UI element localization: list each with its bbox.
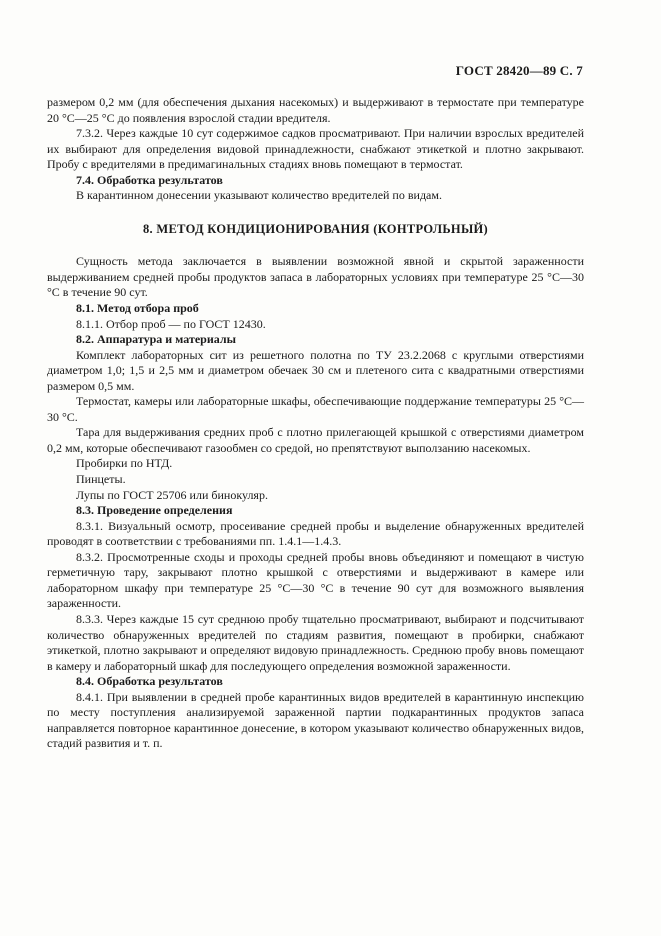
paragraph: Пробирки по НТД. [76,456,173,471]
paragraph: 8.1.1. Отбор проб — по ГОСТ 12430. [76,316,266,331]
paragraph: 8.3.2. Просмотренные сходы и проходы средней пробы вновь объединяют и помещают в чистую герметичную тару, закрывают плотно крышкой с отверстиями и выдерживают в камере или лабораторном шкафу при температуре 25 °С—30 °С в течение 90 сут для возможного выявления зараженности. [47,549,584,611]
paragraph: 7.3.2. Через каждые 10 сут содержимое садков просматривают. При наличии взрослых вредителей их выбирают для определения видовой принадлежности, снабжают этикеткой и плотно закрывают. Пробу с вредителями в предимагинальных стадиях вновь помещают в термостат. [47,126,584,172]
page-header: ГОСТ 28420—89 С. 7 [455,63,583,78]
paragraph: Тара для выдерживания средних проб с плотно прилегающей крышкой с отверстиями диаметром 0,2 мм, которые обеспечивают газообмен со средой, но препятствуют выползанию насекомых. [47,425,584,455]
paragraph: Пинцеты. [76,472,126,487]
paragraph: 8.3.1. Визуальный осмотр, просеивание средней пробы и выделение обнаруженных вредителей проводят в соответствии с требованиями пп. 1.4.1—1.4.3. [47,518,584,549]
paragraph: Комплект лабораторных сит из решетного полотна по ТУ 23.2.2068 с круглыми отверстиями диаметром 1,0; 1,5 и 2,5 мм и диаметром обечаек 30 см и плетеного сита с квадратными отверстиями размером 0,5 мм. [47,347,584,393]
paragraph: В карантинном донесении указывают количество вредителей по видам. [76,188,442,203]
paragraph: размером 0,2 мм (для обеспечения дыхания насекомых) и выдерживают в термостате при температуре 20 °С—25 °С до появления взрослой стадии вредителя. [47,95,584,125]
subsection-heading: 8.2. Аппаратура и материалы [76,332,236,347]
subsection-heading: 8.3. Проведение определения [76,503,233,518]
paragraph: Термостат, камеры или лабораторные шкафы, обеспечивающие поддержание температуры 25 °С—30 °С. [47,394,584,424]
paragraph: Сущность метода заключается в выявлении возможной явной и скрытой зараженности выдерживанием средней пробы продуктов запаса в лабораторных условиях при температуре 25 °С—30 °С в течение 90 сут. [47,254,584,300]
subsection-heading: 7.4. Обработка результатов [76,172,223,187]
paragraph: 8.4.1. При выявлении в средней пробе карантинных видов вредителей в карантинную инспекцию по месту поступления анализируемой зараженной партии подкарантинных продуктов запаса направляется повторное карантинное донесение, в котором указывают количество обнаруженных видов, стадий развития и т. п. [47,689,584,751]
subsection-heading: 8.1. Метод отбора проб [76,301,199,316]
subsection-heading: 8.4. Обработка результатов [76,674,223,689]
section-heading: 8. МЕТОД КОНДИЦИОНИРОВАНИЯ (КОНТРОЛЬНЫЙ) [142,221,489,236]
document-body [47,95,584,752]
paragraph: Лупы по ГОСТ 25706 или бинокуляр. [76,487,268,502]
paragraph: 8.3.3. Через каждые 15 сут среднюю пробу тщательно просматривают, выбирают и подсчитывают количество обнаруженных вредителей по стадиям развития, помещают в пробирки, снабжают этикеткой, плотно закрывают и определяют видовую принадлежность. Среднюю пробу вновь помещают в камеру и лабораторный шкаф для последующего определения возможной зараженности. [47,611,584,673]
